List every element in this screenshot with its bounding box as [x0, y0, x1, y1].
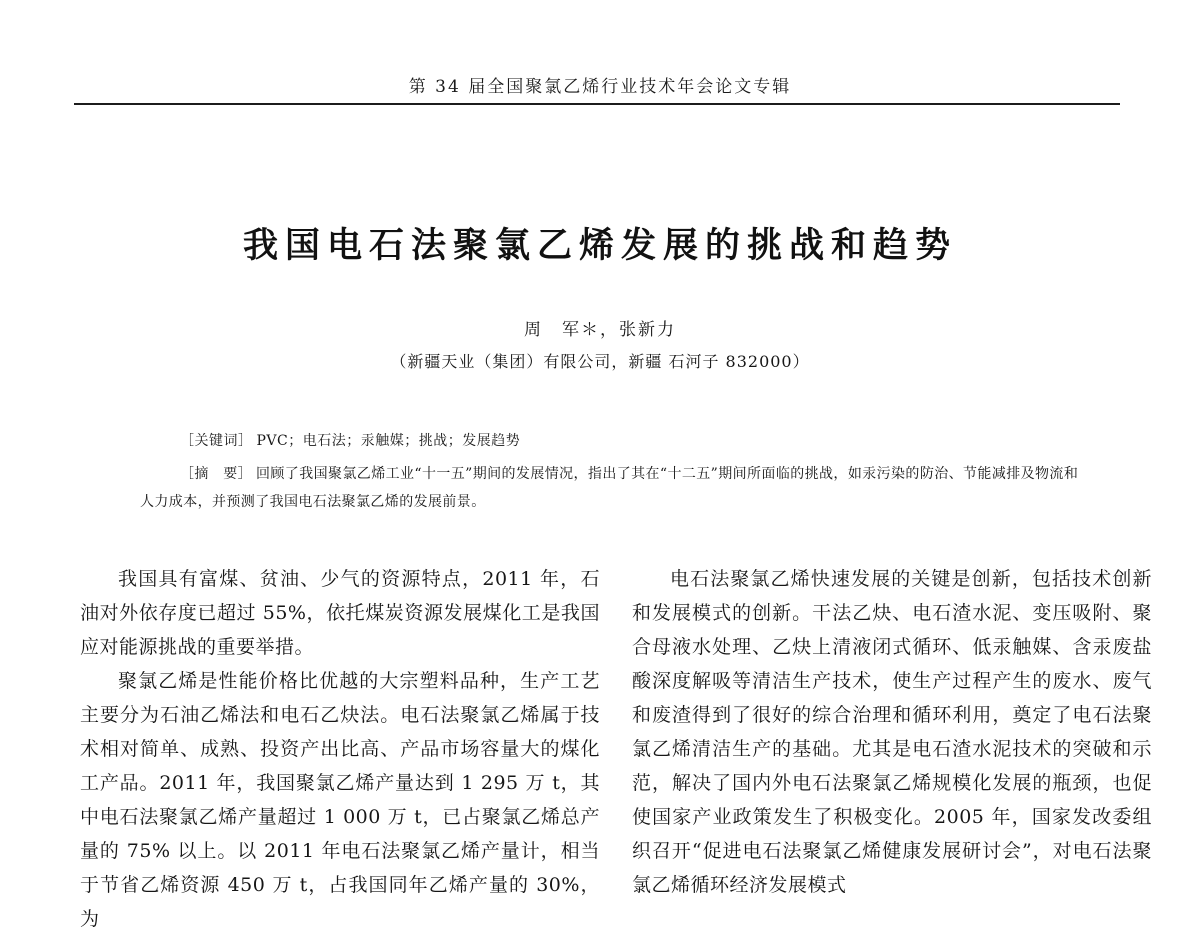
body-column-right: [632, 562, 1152, 902]
body-paragraph: 聚氯乙烯是性能价格比优越的大宗塑料品种，生产工艺主要分为石油乙烯法和电石乙炔法。电石法聚氯乙烯属于技术相对简单、成熟、投资产出比高、产品市场容量大的煤化工产品。2011 年，我国聚氯乙烯产量达到 1 295 万 t，其中电石法聚氯乙烯产量超过 1 000 万 t，已占聚氯乙烯总产量的 75% 以上。以 2011 年电石法聚氯乙烯产量计，相当于节省乙烯资源 450 万 t，占我国同年乙烯产量的 30%，为: [80, 670, 600, 930]
header-rule: [74, 103, 1120, 105]
article-title: 我国电石法聚氯乙烯发展的挑战和趋势: [242, 225, 957, 266]
body-paragraph: 我国具有富煤、贫油、少气的资源特点，2011 年，石油对外依存度已超过 55%，依托煤炭资源发展煤化工是我国应对能源挑战的重要举措。: [80, 568, 600, 658]
running-header: 第 34 届全国聚氯乙烯行业技术年会论文专辑: [408, 77, 792, 97]
abstract-text: 回顾了我国聚氯乙烯工业“十一五”期间的发展情况，指出了其在“十二五”期间所面临的挑战，如汞污染的防治、节能减排及物流和人力成本，并预测了我国电石法聚氯乙烯的发展前景。: [140, 466, 1079, 510]
body-column-left: [80, 562, 600, 936]
body-paragraph: 电石法聚氯乙烯快速发展的关键是创新，包括技术创新和发展模式的创新。干法乙炔、电石渣水泥、变压吸附、聚合母液水处理、乙炔上清液闭式循环、低汞触媒、含汞废盐酸深度解吸等清洁生产技术，使生产过程产生的废水、废气和废渣得到了很好的综合治理和循环利用，奠定了电石法聚氯乙烯清洁生产的基础。尤其是电石渣水泥技术的突破和示范，解决了国内外电石法聚氯乙烯规模化发展的瓶颈，也促使国家产业政策发生了积极变化。2005 年，国家发改委组织召开“促进电石法聚氯乙烯健康发展研讨会”，对电石法聚氯乙烯循环经济发展模式: [632, 568, 1152, 896]
keywords-text: PVC；电石法；汞触媒；挑战；发展趋势: [256, 433, 521, 449]
keywords: [180, 430, 520, 450]
abstract-label: ［摘 要］: [180, 466, 252, 482]
abstract: [140, 460, 1080, 516]
article-authors: 周 军＊，张新力: [524, 320, 676, 340]
article-affiliation: （新疆天业（集团）有限公司，新疆 石河子 832000）: [390, 352, 810, 371]
keywords-label: ［关键词］: [180, 433, 253, 449]
